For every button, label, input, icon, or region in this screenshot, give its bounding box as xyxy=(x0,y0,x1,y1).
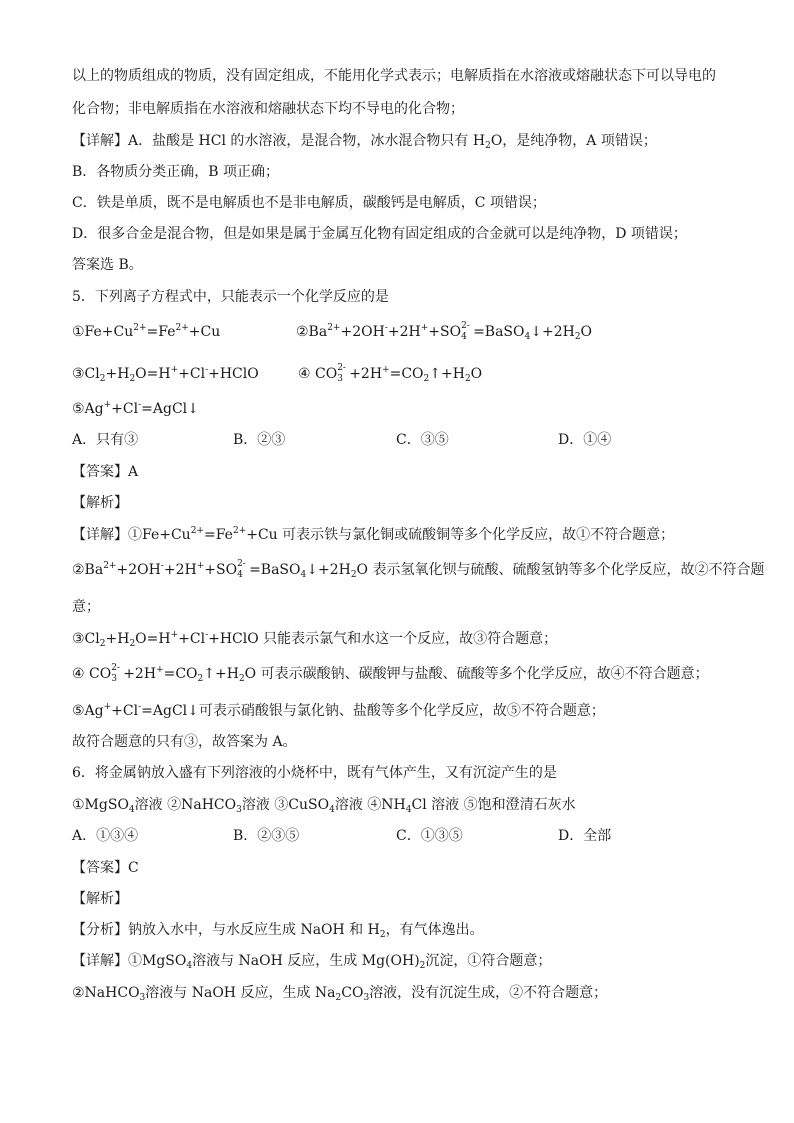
q6-answer: 【答案】C xyxy=(72,860,139,876)
q6-choice-c: C．①③⑤ xyxy=(396,828,463,844)
q5-answer: 【答案】A xyxy=(72,464,139,480)
q5-conclusion: 故符合题意的只有③，故答案为 A。 xyxy=(72,734,297,750)
q6-analysis-heading: 【解析】 xyxy=(72,891,128,907)
q5-option-2: $②Ba^{2+}+2OH^-+2H^++SO$ 2- 4 $=BaSO_4↓+2H_2O$ xyxy=(296,321,593,342)
q6-options: ①MgSO$_4$溶液 ②NaHCO$_3$溶液 ③CuSO$_4$溶液 $④NH_4Cl$ 溶液 ⑤饱和澄清石灰水 xyxy=(72,797,576,815)
q5-explain-2-cont: 意； xyxy=(72,599,100,615)
q4-detail-b: B．各物质分类正确，B 项正确； xyxy=(72,164,280,180)
q4-detail-a: 【详解】A．盐酸是 HCl 的水溶液，是混合物，冰水混合物只有 $H_2O$，是纯净物，A 项错误； xyxy=(72,133,657,151)
q5-explain-4: ④ CO 2- 3 $+2H^+=CO_2↑+H_2O$ 可表示碳酸钠、碳酸钾与盐酸、硫酸等多个化学反应，故④不符合题意； xyxy=(72,663,709,684)
q4-detail-c: C．铁是单质，既不是电解质也不是非电解质，碳酸钙是电解质，C 项错误； xyxy=(72,195,546,211)
q6-analysis-text: 【分析】钠放入水中，与水反应生成 NaOH 和 $H_2$，有气体逸出。 xyxy=(72,922,484,940)
q5-choice-a: A．只有③ xyxy=(72,432,139,448)
q5-choice-d: D．①④ xyxy=(558,432,612,448)
text-line: 化合物；非电解质指在水溶液和熔融状态下均不导电的化合物； xyxy=(72,101,464,117)
q5-explain-2: $②Ba^{2+}+2OH^-+2H^++SO$ 2- 4 $=BaSO_4↓+2H_2O$ 表示氢氧化钡与硫酸、硫酸氢钠等多个化学反应，故②不符合题 xyxy=(72,559,765,580)
q6-choice-d: D．全部 xyxy=(558,828,612,844)
q5-choice-b: B．②③ xyxy=(233,432,286,448)
text-line: 以上的物质组成的物质，没有固定组成，不能用化学式表示；电解质指在水溶液或熔融状态下可以导电的 xyxy=(72,68,716,84)
q6-detail-2: ②NaHCO$_3$溶液与 NaOH 反应，生成 $Na_2CO_3$溶液，没有沉淀生成，②不符合题意； xyxy=(72,985,608,1003)
q5-analysis-heading: 【解析】 xyxy=(72,495,128,511)
q4-detail-d: D．很多合金是混合物，但是如果是属于金属互化物有固定组成的合金就可以是纯净物，D 项错误； xyxy=(72,226,687,242)
q5-option-3: $③Cl_2+H_2O=H^++Cl^-+HClO$ xyxy=(72,365,259,384)
q6-choice-a: A．①③④ xyxy=(72,828,139,844)
q5-option-4: ④ CO 2- 3 $+2H^+=CO_2↑+H_2O$ xyxy=(298,363,483,384)
q5-option-1: $①Fe+Cu^{2+}=Fe^{2+}+Cu$ xyxy=(72,323,221,340)
q5-explain-5: ⑤Ag++Cl-=AgCl↓可表示硝酸银与氯化钠、盐酸等多个化学反应，故⑤不符合题意； xyxy=(72,702,605,719)
q5-explain-1: 【详解】$①Fe+Cu^{2+}=Fe^{2+}+Cu$ 可表示铁与氯化铜或硫酸铜等多个化学反应，故①不符合题意； xyxy=(72,526,675,543)
q6-choice-b: B．②③⑤ xyxy=(233,828,300,844)
q5-choice-c: C．③⑤ xyxy=(396,432,449,448)
q5-stem: 5．下列离子方程式中，只能表示一个化学反应的是 xyxy=(72,289,389,305)
q5-explain-3: $③Cl_2+H_2O=H^++Cl^-+HClO$ 只能表示氯气和水这一个反应，故③符合题意； xyxy=(72,630,558,649)
q4-answer-line: 答案选 B。 xyxy=(72,257,143,273)
q6-stem: 6．将金属钠放入盛有下列溶液的小烧杯中，既有气体产生，又有沉淀产生的是 xyxy=(72,765,557,781)
q6-detail-1: 【详解】①MgSO$_4$溶液与 NaOH 反应，生成 $Mg(OH)_2$沉淀，①符合题意； xyxy=(72,953,552,971)
q5-option-5: ⑤Ag++Cl-=AgCl↓ xyxy=(72,400,199,417)
